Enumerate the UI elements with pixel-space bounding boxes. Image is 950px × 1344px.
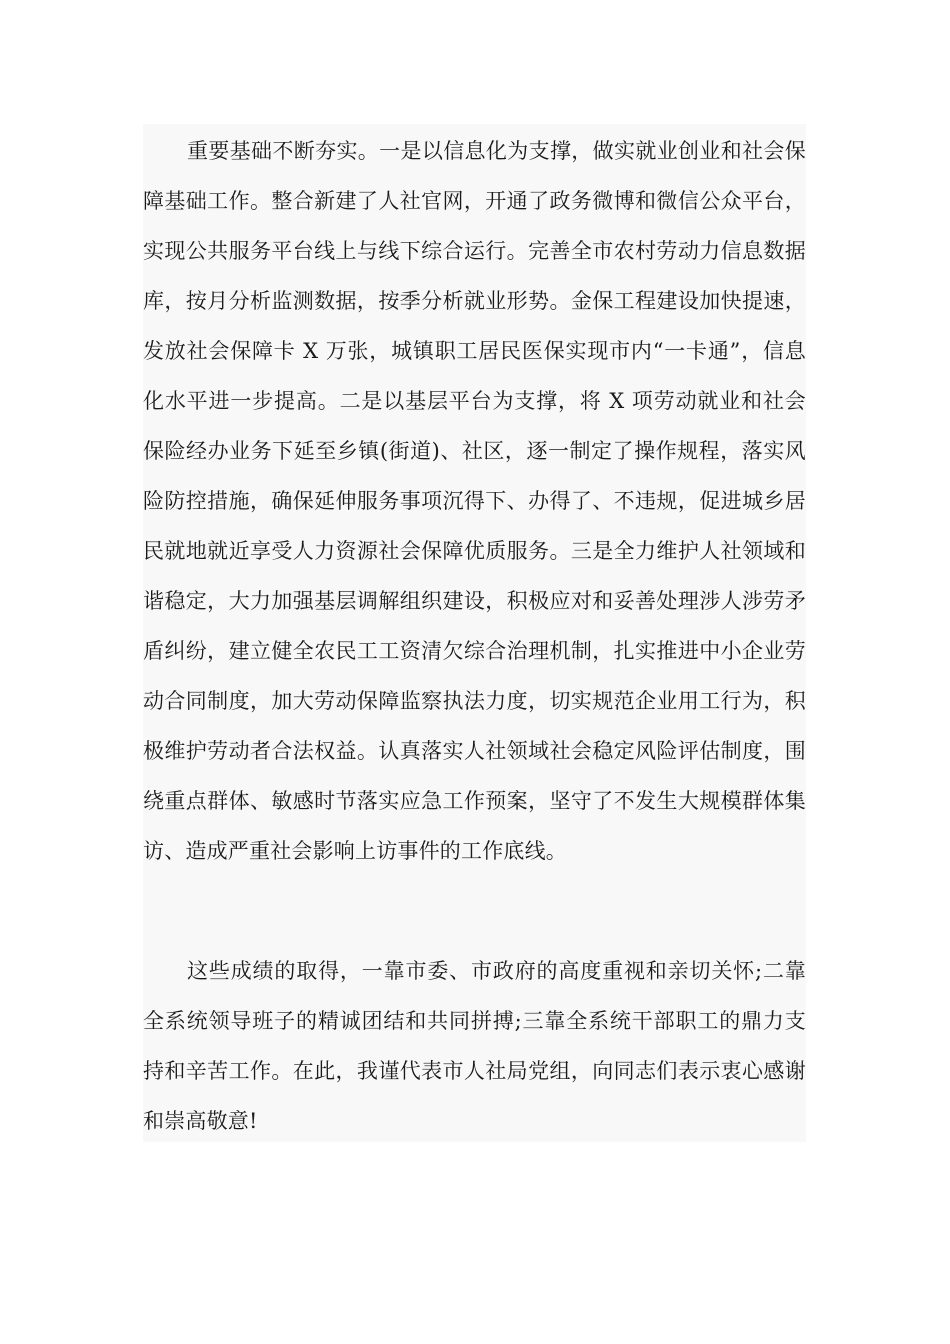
paragraph-acknowledgement: 这些成绩的取得，一靠市委、市政府的高度重视和亲切关怀;二靠全系统领导班子的精诚团结和共同拼搏;三靠全系统干部职工的鼎力支持和辛苦工作。在此，我谨代表市人社局党组，向同志们表示衷心感谢和崇高敬意! bbox=[143, 959, 806, 1133]
paragraph-achievements: 重要基础不断夯实。一是以信息化为支撑，做实就业创业和社会保障基础工作。整合新建了人社官网，开通了政务微博和微信公众平台，实现公共服务平台线上与线下综合运行。完善全市农村劳动力信息数据库，按月分析监测数据，按季分析就业形势。金保工程建设加快提速，发放社会保障卡 X 万张，城镇职工居民医保实现市内“一卡通”，信息化水平进一步提高。二是以基层平台为支撑，将 X 项劳动就业和社会保险经办业务下延至乡镇(街道)、社区，逐一制定了操作规程，落实风险防控措施，确保延伸服务事项沉得下、办得了、不违规，促进城乡居民就地就近享受人力资源社会保障优质服务。三是全力维护人社领域和谐稳定，大力加强基层调解组织建设，积极应对和妥善处理涉人涉劳矛盾纠纷，建立健全农民工工资清欠综合治理机制，扎实推进中小企业劳动合同制度，加大劳动保障监察执法力度，切实规范企业用工行为，积极维护劳动者合法权益。认真落实人社领域社会稳定风险评估制度，围绕重点群体、敏感时节落实应急工作预案，坚守了不发生大规模群体集访、造成严重社会影响上访事件的工作底线。 bbox=[143, 139, 806, 863]
document-text-block bbox=[143, 124, 806, 1142]
